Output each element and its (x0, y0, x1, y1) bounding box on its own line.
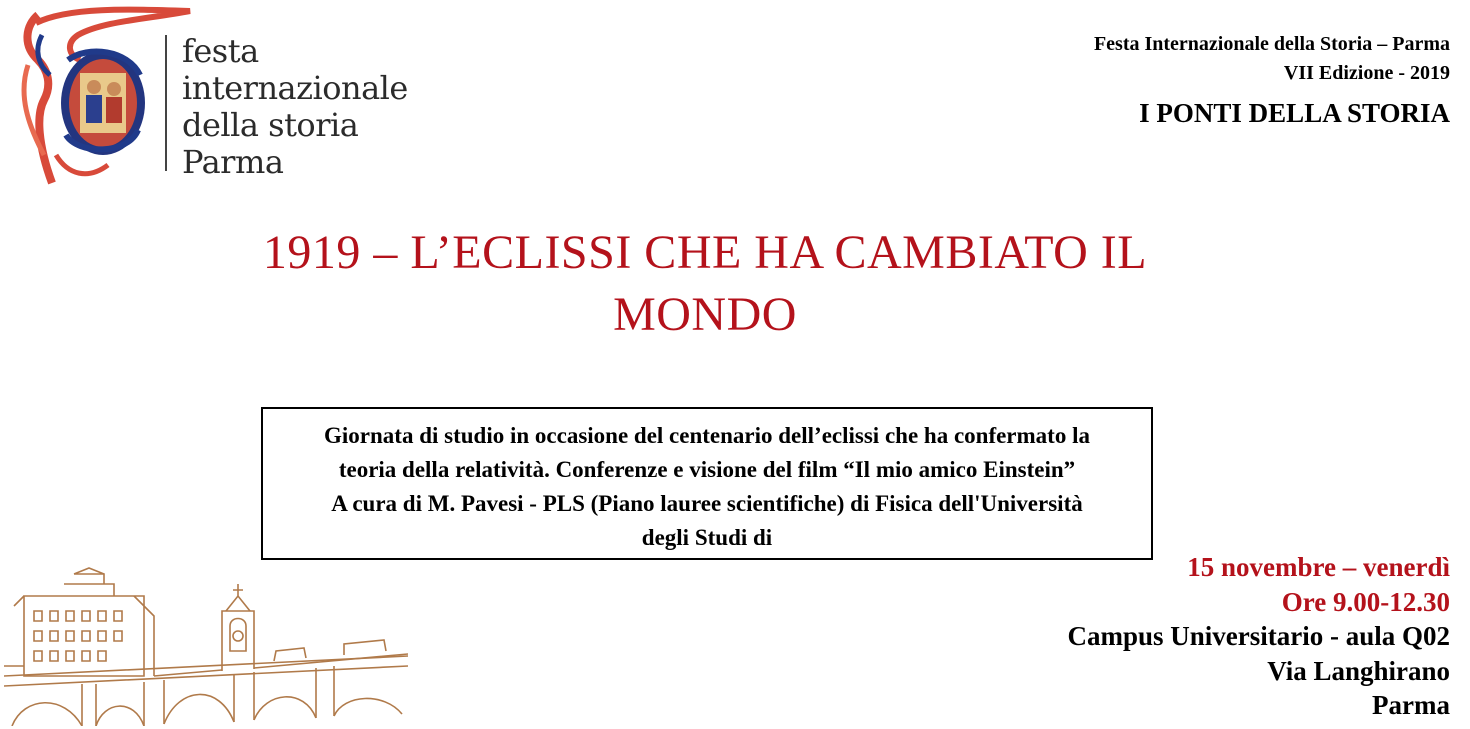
event-city: Parma (1372, 690, 1450, 720)
festival-logo (8, 5, 428, 195)
event-venue: Campus Universitario - aula Q02 (1067, 621, 1450, 651)
bridge-sketch-icon (4, 566, 408, 726)
logo-line-parma: Parma (182, 143, 284, 181)
festival-header (1094, 30, 1450, 130)
logo-divider (165, 35, 167, 171)
festival-theme: I PONTI DELLA STORIA (1139, 98, 1450, 128)
logo-line-della-storia: della storia (182, 106, 359, 144)
event-details (1067, 550, 1450, 723)
festival-name: Festa Internazionale della Storia – Parma (1093, 33, 1450, 55)
description-line-3: A cura di M. Pavesi - PLS (Piano lauree scientifiche) di Fisica dell'Università (331, 491, 1083, 516)
event-description-box (261, 407, 1153, 560)
event-title-line-1: 1919 – L’ECLISSI CHE HA CAMBIATO IL (262, 226, 1148, 279)
event-title-line-2: MONDO (613, 288, 797, 341)
description-line-2: teoria della relatività. Conferenze e visione del film “Il mio amico Einstein” (338, 457, 1076, 482)
description-line-4: degli Studi di (641, 525, 773, 550)
description-line-1: Giornata di studio in occasione del centenario dell’eclissi che ha confermato la (324, 423, 1090, 448)
festival-edition: VII Edizione - 2019 (1283, 62, 1450, 84)
event-street: Via Langhirano (1267, 655, 1450, 686)
event-time: Ore 9.00-12.30 (1281, 586, 1450, 617)
logo-wordmark (182, 33, 408, 181)
event-date: 15 novembre – venerdì (1187, 552, 1450, 582)
logo-line-internazionale: internazionale (182, 69, 408, 107)
event-title (200, 222, 1210, 346)
logo-line-festa: festa (182, 32, 259, 70)
